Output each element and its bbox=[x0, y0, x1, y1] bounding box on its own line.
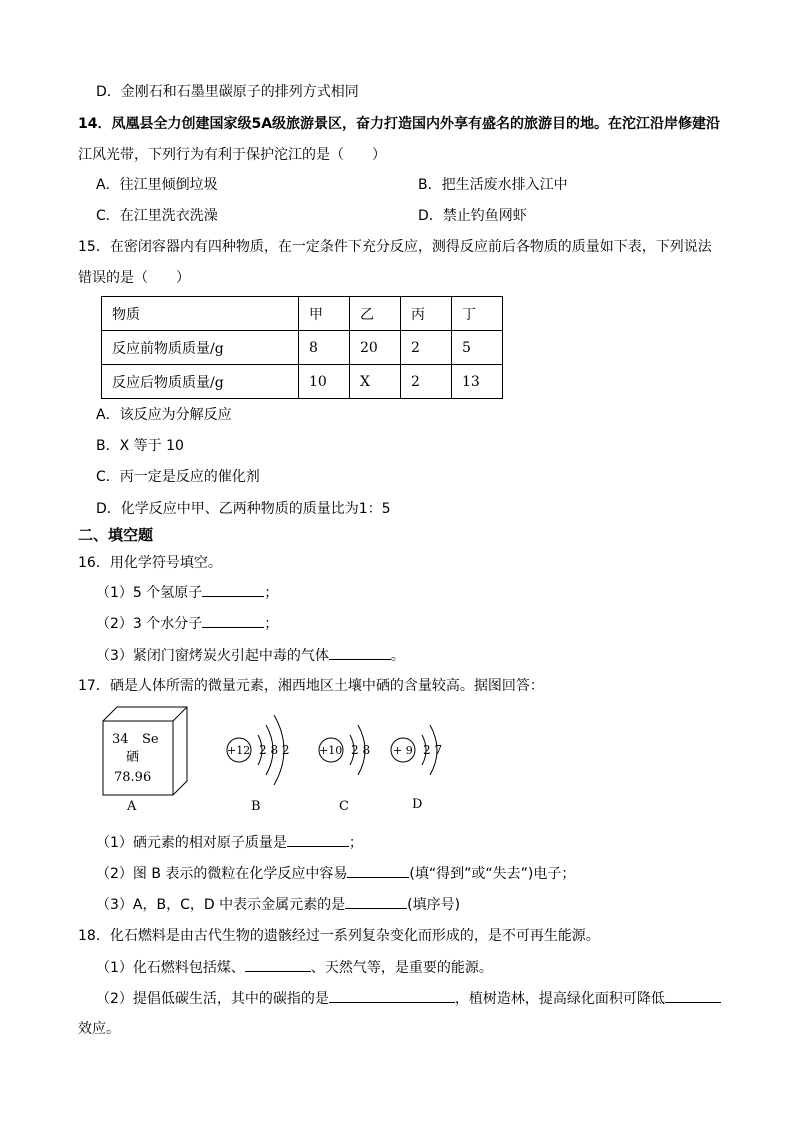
q17-part3-end: (填序号) bbox=[407, 897, 461, 913]
answer-blank[interactable] bbox=[329, 645, 391, 660]
q18-part2-continued: 效应。 bbox=[78, 1021, 120, 1037]
answer-blank[interactable] bbox=[329, 988, 455, 1003]
element-symbol: Se bbox=[142, 732, 159, 747]
q16-part3-end: 。 bbox=[390, 648, 405, 664]
q14-option-b: B．把生活废水排入江中 bbox=[418, 177, 568, 193]
table-cell: 物质 bbox=[102, 297, 299, 331]
nucleus-charge: +10 bbox=[319, 744, 343, 757]
q17-stem: 17．硒是人体所需的微量元素，湘西地区土壤中硒的含量较高。据图回答： bbox=[78, 678, 544, 694]
q18-part2 bbox=[96, 988, 721, 1009]
electron-shells: 2 7 bbox=[423, 743, 443, 757]
q18-part1-end: 、天然气等，是重要的能源。 bbox=[310, 960, 493, 976]
table-cell: 20 bbox=[350, 331, 401, 365]
q16-part1-end: ； bbox=[264, 585, 279, 601]
q16-part2-end: ； bbox=[264, 616, 279, 632]
electron-shells: 2 8 2 bbox=[259, 743, 290, 757]
q17-part2-text: （2）图 B 表示的微粒在化学反应中容易 bbox=[96, 866, 348, 882]
q16-part3-text: （3）紧闭门窗烤炭火引起中毒的气体 bbox=[96, 648, 329, 664]
answer-blank[interactable] bbox=[245, 957, 311, 972]
atom-d-diagram bbox=[391, 725, 442, 775]
atomic-mass: 78.96 bbox=[114, 770, 152, 785]
figure-label-b: B bbox=[251, 799, 261, 814]
q16-stem: 16．用化学符号填空。 bbox=[78, 555, 222, 571]
table-cell: 2 bbox=[401, 331, 452, 365]
q16-part2-text: （2）3 个水分子 bbox=[96, 616, 203, 632]
q14-option-a: A．往江里倾倒垃圾 bbox=[96, 177, 218, 193]
q14-stem-line2: 江风光带，下列行为有利于保护沱江的是（ ） bbox=[78, 147, 386, 163]
figure-label-d: D bbox=[412, 797, 423, 812]
q17-part1 bbox=[96, 832, 363, 853]
answer-blank[interactable] bbox=[202, 582, 264, 597]
table-cell: X bbox=[350, 365, 401, 399]
nucleus-charge: +12 bbox=[227, 744, 251, 757]
table-cell: 反应后物质质量/g bbox=[102, 365, 299, 399]
mass-table bbox=[101, 296, 503, 399]
q18-part2-mid: ，植树造林，提高绿化面积可降低 bbox=[454, 991, 665, 1007]
atom-b-diagram bbox=[227, 715, 290, 785]
nucleus-charge: + 9 bbox=[393, 744, 413, 757]
q14-option-c: C．在江里洗衣洗澡 bbox=[96, 208, 218, 224]
q13-option-d: D．金刚石和石墨里碳原子的排列方式相同 bbox=[96, 84, 359, 100]
table-cell: 丙 bbox=[401, 297, 452, 331]
atomic-number: 34 bbox=[112, 732, 129, 747]
table-cell: 丁 bbox=[452, 297, 503, 331]
answer-blank[interactable] bbox=[345, 894, 407, 909]
atom-c-diagram bbox=[319, 725, 370, 775]
table-cell: 反应前物质质量/g bbox=[102, 331, 299, 365]
q18-stem: 18．化石燃料是由古代生物的遗骸经过一系列复杂变化而形成的，是不可再生能源。 bbox=[78, 928, 600, 944]
answer-blank[interactable] bbox=[347, 863, 409, 878]
q15-option-c: C．丙一定是反应的催化剂 bbox=[96, 469, 260, 485]
table-cell: 5 bbox=[452, 331, 503, 365]
q15-stem-line1: 15．在密闭容器内有四种物质，在一定条件下充分反应，测得反应前后各物质的质量如下表，下列说法 bbox=[78, 239, 712, 255]
section-heading: 二、填空题 bbox=[78, 526, 154, 544]
electron-shells: 2 8 bbox=[351, 743, 371, 757]
table-row bbox=[102, 331, 503, 365]
answer-blank[interactable] bbox=[202, 613, 264, 628]
table-cell: 2 bbox=[401, 365, 452, 399]
q14-option-d: D．禁止钓鱼网虾 bbox=[418, 208, 527, 224]
q16-part3 bbox=[96, 645, 405, 666]
q18-part1 bbox=[96, 957, 493, 978]
q17-part3 bbox=[96, 894, 460, 915]
q18-part2-text: （2）提倡低碳生活，其中的碳指的是 bbox=[96, 991, 329, 1007]
table-cell: 甲 bbox=[299, 297, 350, 331]
q16-part1 bbox=[96, 582, 278, 603]
answer-blank[interactable] bbox=[287, 832, 349, 847]
figure-label-a: A bbox=[127, 799, 137, 814]
q17-part1-text: （1）硒元素的相对原子质量是 bbox=[96, 835, 287, 851]
table-cell: 13 bbox=[452, 365, 503, 399]
q15-option-d: D．化学反应中甲、乙两种物质的质量比为1：5 bbox=[96, 501, 391, 517]
q18-part1-text: （1）化石燃料包括煤、 bbox=[96, 960, 245, 976]
q16-part1-text: （1）5 个氢原子 bbox=[96, 585, 203, 601]
answer-blank[interactable] bbox=[665, 988, 721, 1003]
table-row bbox=[102, 365, 503, 399]
q17-part1-end: ； bbox=[348, 835, 363, 851]
table-cell: 10 bbox=[299, 365, 350, 399]
element-name: 硒 bbox=[126, 750, 140, 765]
q15-stem-line2: 错误的是（ ） bbox=[78, 270, 190, 286]
q15-option-a: A．该反应为分解反应 bbox=[96, 407, 232, 423]
q14-stem: 14．凤凰县全力创建国家级5A级旅游景区，奋力打造国内外享有盛名的旅游目的地。在沱江沿岸修建沿 bbox=[78, 116, 721, 132]
q17-part2-end: (填“得到”或“失去”)电子； bbox=[409, 866, 576, 882]
q17-part2 bbox=[96, 863, 575, 884]
table-header-row bbox=[102, 297, 503, 331]
table-cell: 乙 bbox=[350, 297, 401, 331]
figure-label-c: C bbox=[339, 799, 349, 814]
table-cell: 8 bbox=[299, 331, 350, 365]
q16-part2 bbox=[96, 613, 278, 634]
q17-part3-text: （3）A，B，C，D 中表示金属元素的是 bbox=[96, 897, 346, 913]
q15-option-b: B．X 等于 10 bbox=[96, 438, 184, 454]
q14-stem-line1 bbox=[78, 114, 720, 134]
